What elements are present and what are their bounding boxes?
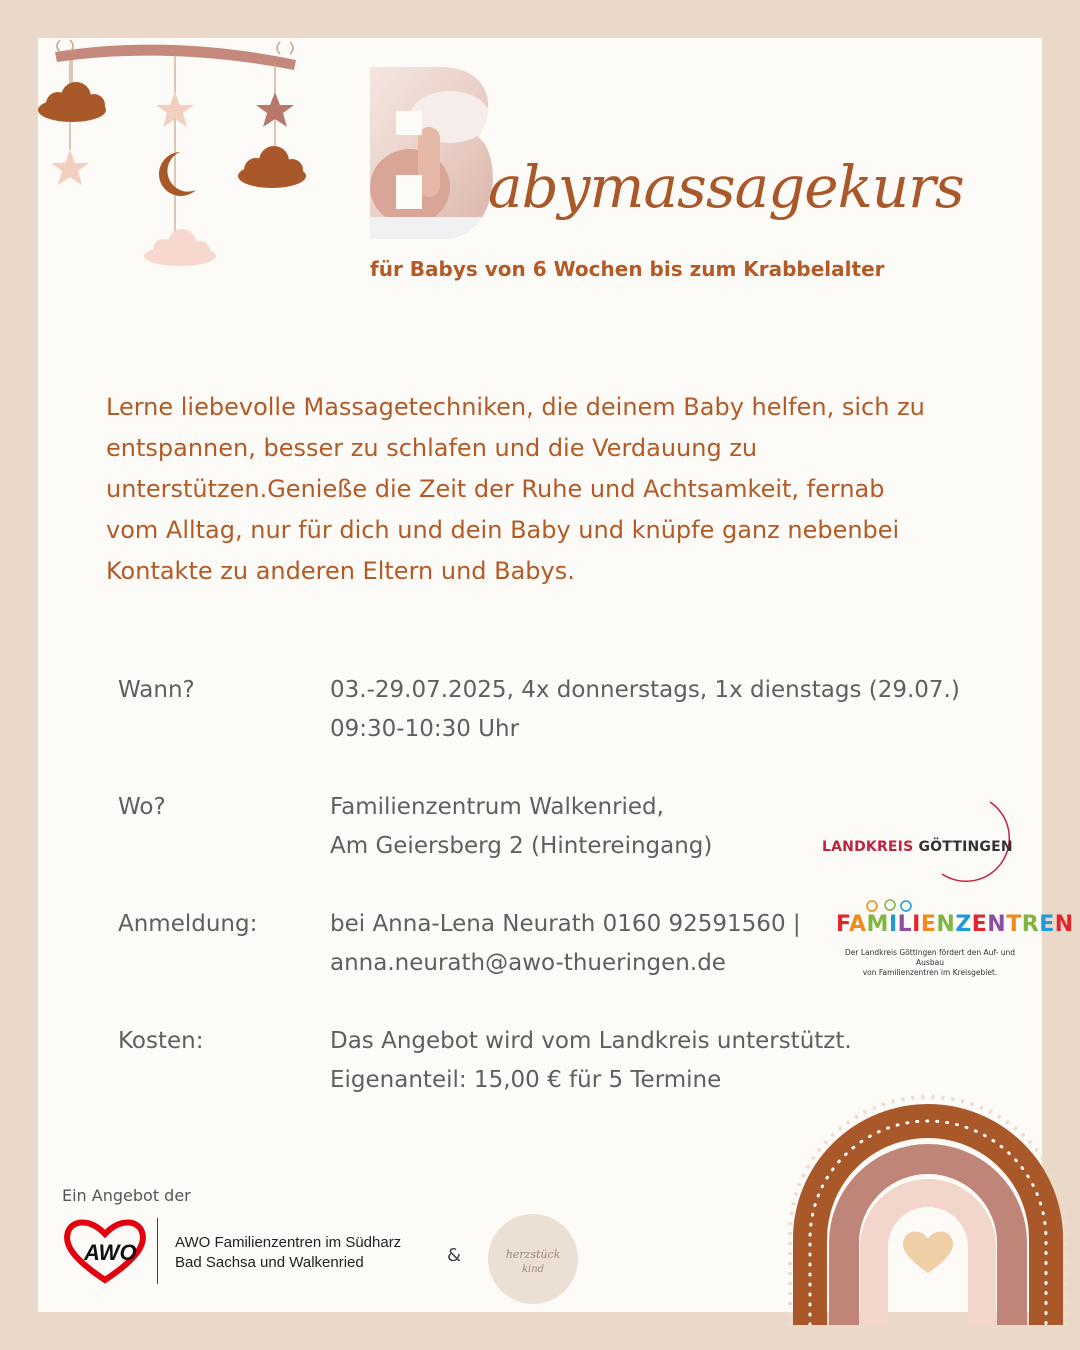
contact-phone: bei Anna-Lena Neurath 0160 92591560 |	[330, 911, 801, 937]
title-block	[370, 65, 964, 245]
awo-organisation	[175, 1233, 401, 1273]
detail-line: Familienzentrum Walkenried,	[330, 794, 664, 820]
detail-line: Eigenanteil: 15,00 € für 5 Termine	[330, 1067, 722, 1093]
intro-line: unterstützen.Genieße die Zeit der Ruhe und Achtsamkeit, fernab	[106, 475, 885, 503]
logo-text: Bad Sachsa und Walkenried	[175, 1254, 364, 1271]
cloud-icon	[144, 229, 216, 266]
herzstueck-kind-logo	[488, 1214, 578, 1304]
familienzentren-logo	[832, 898, 1074, 978]
detail-value	[330, 905, 801, 983]
ampersand: &	[447, 1245, 462, 1266]
awo-heart-logo	[62, 1216, 148, 1286]
contact-email-link[interactable]: anna.neurath@awo-thueringen.de	[330, 950, 726, 976]
detail-value	[330, 788, 712, 866]
detail-line: Am Geiersberg 2 (Hintereingang)	[330, 833, 713, 859]
wordmark-letter: E	[1039, 912, 1055, 937]
wordmark-letter: T	[1006, 912, 1022, 937]
wordmark-letter: Z	[955, 912, 972, 937]
intro-line: Kontakte zu anderen Eltern und Babys.	[106, 557, 575, 585]
landkreis-goettingen-logo	[822, 800, 1034, 884]
wordmark-letter: E	[920, 912, 937, 937]
detail-line: Das Angebot wird vom Landkreis unterstützt.	[330, 1028, 852, 1054]
wordmark-letter: I	[888, 912, 898, 937]
logo-text: Der Landkreis Göttingen fördert den Auf- und Ausbau	[845, 948, 1015, 967]
letter-b-photo	[370, 67, 500, 239]
logo-text: GÖTTINGEN	[918, 839, 1013, 855]
detail-value	[330, 671, 960, 749]
intro-line: vom Alltag, nur für dich und dein Baby und knüpfe ganz nebenbei	[106, 516, 900, 544]
rainbow-illustration	[776, 1085, 1080, 1325]
detail-line: 03.-29.07.2025, 4x donnerstags, 1x dienstags (29.07.)	[330, 677, 960, 703]
wordmark-letter: R	[1021, 912, 1040, 937]
intro-line: Lerne liebevolle Massagetechniken, die deinem Baby helfen, sich zu	[106, 393, 925, 421]
wordmark-letter: M	[866, 912, 889, 937]
familienzentren-subtitle	[832, 948, 1028, 978]
heart-icon	[903, 1232, 953, 1274]
logo-text: herzstück	[505, 1248, 561, 1261]
star-icon	[51, 150, 89, 185]
logo-text: von Familienzentren im Kreisgebiet.	[862, 968, 998, 977]
wordmark-letter: I	[912, 912, 921, 937]
detail-value	[330, 1022, 852, 1100]
intro-line: entspannen, besser zu schlafen und die Verdauung zu	[106, 434, 758, 462]
wordmark-letter: N	[1054, 912, 1074, 937]
detail-label: Anmeldung:	[118, 911, 258, 937]
course-title: abymassagekurs	[488, 153, 964, 221]
moon-icon	[159, 152, 196, 196]
logo-text: kind	[521, 1264, 545, 1275]
wordmark-letter: N	[987, 912, 1007, 937]
cloud-icon	[38, 82, 106, 122]
awo-mark: AWO	[84, 1240, 137, 1265]
course-subtitle: für Babys von 6 Wochen bis zum Krabbelalter	[370, 257, 885, 281]
wordmark-letter: F	[836, 912, 850, 937]
detail-line: 09:30-10:30 Uhr	[330, 716, 520, 742]
logo-text: AWO Familienzentren im Südharz	[175, 1234, 402, 1251]
baby-mobile-illustration	[0, 0, 320, 280]
familienzentren-wordmark	[836, 912, 1074, 937]
wordmark-letter: N	[936, 912, 956, 937]
intro-paragraph	[106, 387, 986, 592]
detail-label: Wo?	[118, 794, 166, 820]
cloud-icon	[238, 146, 306, 188]
divider	[157, 1218, 158, 1284]
footer-label: Ein Angebot der	[62, 1186, 191, 1205]
detail-label: Kosten:	[118, 1028, 204, 1054]
wordmark-letter: A	[849, 912, 867, 937]
wordmark-letter: L	[897, 912, 913, 937]
logo-text: LANDKREIS	[822, 839, 914, 855]
wordmark-letter: E	[971, 912, 988, 937]
detail-label: Wann?	[118, 677, 195, 703]
